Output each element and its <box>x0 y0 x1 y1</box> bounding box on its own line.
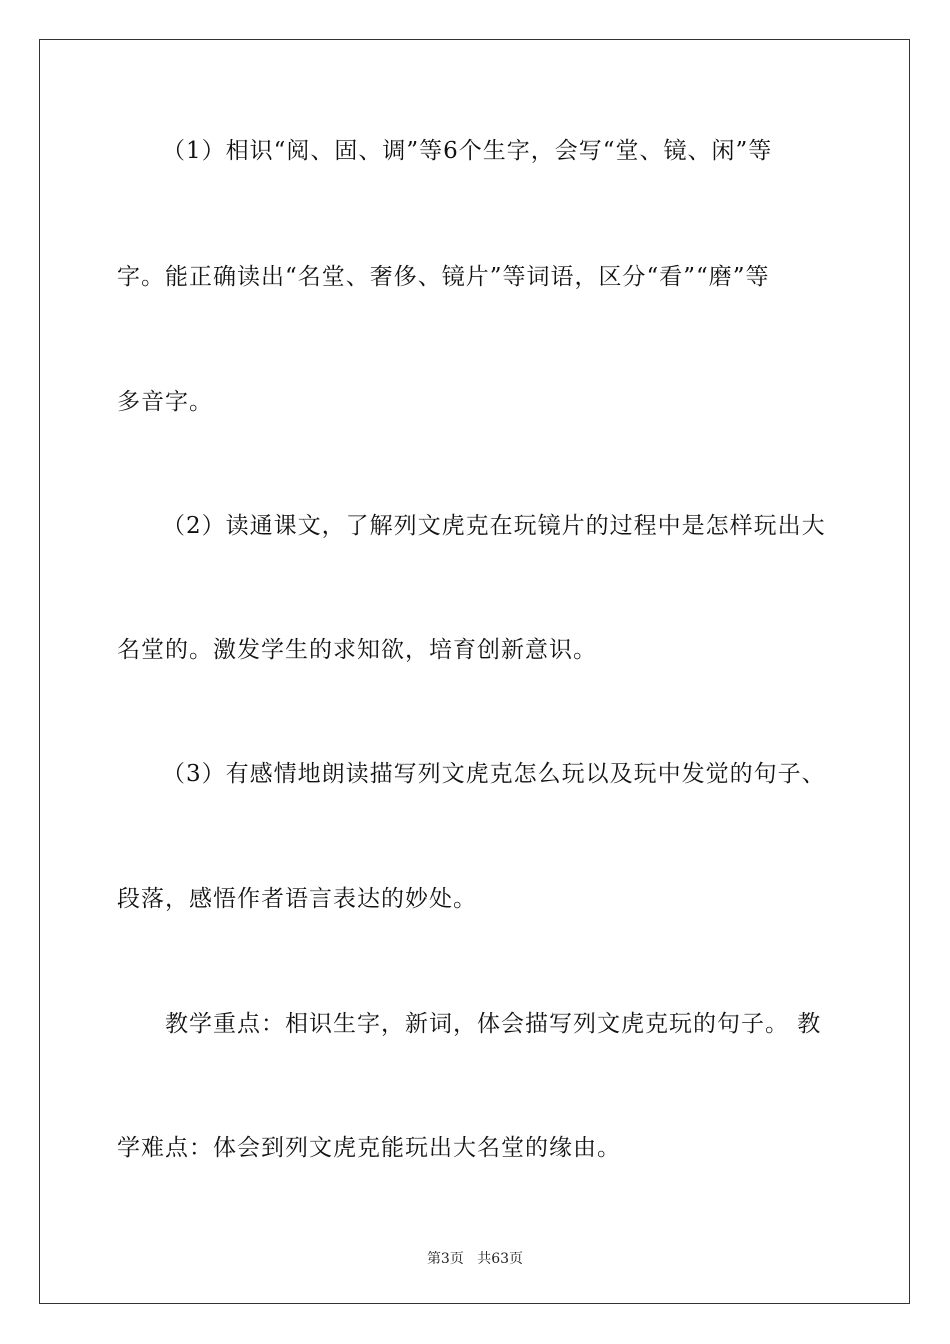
paragraph-1-line-1: （1）相识“阅、固、调”等6个生字，会写“堂、镜、闲”等 <box>162 138 773 164</box>
paragraph-1-line-3: 多音字。 <box>117 389 213 415</box>
paragraph-2-line-1: （2）读通课文，了解列文虎克在玩镜片的过程中是怎样玩出大 <box>162 513 826 539</box>
page-number: 第3页 <box>426 1251 464 1267</box>
paragraph-3-line-1: （3）有感情地朗读描写列文虎克怎么玩以及玩中发觉的句子、 <box>162 761 826 787</box>
page-total: 共63页 <box>477 1251 524 1267</box>
paragraph-2-line-2: 名堂的。激发学生的求知欲，培育创新意识。 <box>117 637 597 663</box>
key-points-line-2: 学难点：体会到列文虎克能玩出大名堂的缘由。 <box>117 1135 621 1161</box>
key-points-line-1: 教学重点：相识生字，新词，体会描写列文虎克玩的句子。 教 <box>165 1011 822 1037</box>
page-border <box>39 39 910 1304</box>
page-footer <box>0 1248 950 1268</box>
paragraph-3-line-2: 段落，感悟作者语言表达的妙处。 <box>117 886 477 912</box>
paragraph-1-line-2: 字。能正确读出“名堂、奢侈、镜片”等词语，区分“看”“磨”等 <box>117 264 770 290</box>
